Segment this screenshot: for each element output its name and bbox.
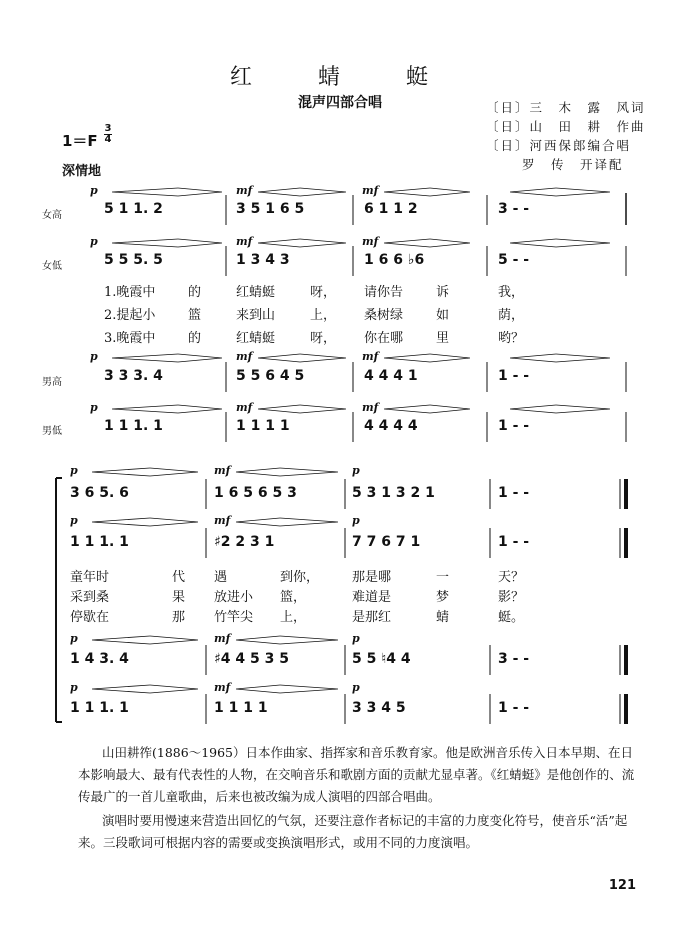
crescendo-hairpin <box>92 636 150 644</box>
crescendo-hairpin <box>384 354 430 362</box>
decrescendo-hairpin <box>556 239 610 247</box>
lyric-word: 那是哪 <box>352 570 392 585</box>
decrescendo-hairpin <box>280 468 338 476</box>
dynamic-mf: mf <box>214 681 231 694</box>
measure-notes: 3 5 1 6 5 <box>236 201 305 217</box>
lyric-word: 篮 <box>188 308 202 323</box>
dynamic-mf: mf <box>362 401 379 414</box>
dynamic-p: p <box>90 401 98 414</box>
dynamic-p: p <box>352 681 360 694</box>
lyric-word: 桑树绿 <box>364 308 404 323</box>
decrescendo-hairpin <box>150 636 198 644</box>
measure-notes: 1 1 1. 1 <box>70 700 129 716</box>
measure-notes: ♯4 4 5 3 5 <box>214 651 289 667</box>
lyric-word: 那 <box>172 610 186 625</box>
dynamic-p: p <box>70 632 78 645</box>
measure-notes: 1 6 5 6 5 3 <box>214 485 297 501</box>
decrescendo-hairpin <box>430 354 470 362</box>
lyric-word: 代 <box>172 570 186 585</box>
time-signature-upper: 3 <box>104 123 112 134</box>
decrescendo-hairpin <box>430 188 470 196</box>
lyric-word: 2.提起小 <box>104 308 156 323</box>
lyric-word: 的 <box>188 285 202 300</box>
measure-notes: 3 3 3. 4 <box>104 368 163 384</box>
crescendo-hairpin <box>236 468 280 476</box>
lyric-word: 上， <box>310 308 337 323</box>
crescendo-hairpin <box>112 188 178 196</box>
measure-notes: 1 6 6 ♭6 <box>364 252 425 268</box>
page-number: 121 <box>608 878 636 893</box>
lyric-word: 蜓。 <box>498 610 525 625</box>
measure-notes: 1 - - <box>498 418 530 434</box>
measure-notes: 1 4 3. 4 <box>70 651 129 667</box>
lyric-word: 篮， <box>280 590 307 605</box>
dynamic-mf: mf <box>236 235 253 248</box>
measure-notes: 3 - - <box>498 201 530 217</box>
measure-notes: 3 - - <box>498 651 530 667</box>
crescendo-hairpin <box>92 685 150 693</box>
decrescendo-hairpin <box>300 405 346 413</box>
lyric-word: 的 <box>188 331 202 346</box>
lyric-word: 梦 <box>436 590 450 605</box>
dynamic-mf: mf <box>236 184 253 197</box>
lyric-word: 荫， <box>498 308 525 323</box>
dynamic-p: p <box>90 235 98 248</box>
dynamic-mf: mf <box>214 464 231 477</box>
decrescendo-hairpin <box>300 354 346 362</box>
decrescendo-hairpin <box>178 405 222 413</box>
part-label-alto: 女低 <box>42 261 62 272</box>
measure-notes: 4 4 4 4 <box>364 418 418 434</box>
lyric-word: 蜻 <box>436 610 450 625</box>
lyric-word: 放进小 <box>214 590 254 605</box>
lyric-word: 来到山 <box>236 308 276 323</box>
lyric-word: 3.晚霞中 <box>104 331 156 346</box>
lyric-word: 请你告 <box>364 285 404 300</box>
crescendo-hairpin <box>258 405 300 413</box>
crescendo-hairpin <box>112 239 178 247</box>
measure-notes: 4 4 4 1 <box>364 368 418 384</box>
key-signature: 1＝F <box>62 132 98 150</box>
crescendo-hairpin <box>384 405 430 413</box>
lyric-word: 到你， <box>280 570 320 585</box>
lyric-word: 我， <box>498 285 525 300</box>
decrescendo-hairpin <box>280 518 338 526</box>
crescendo-hairpin <box>92 468 150 476</box>
dynamic-mf: mf <box>236 401 253 414</box>
decrescendo-hairpin <box>556 354 610 362</box>
part-label-tenor: 男高 <box>42 377 62 388</box>
decrescendo-hairpin <box>150 468 198 476</box>
measure-notes: 5 3 1 3 2 1 <box>352 485 435 501</box>
measure-notes: 3 6 5. 6 <box>70 485 129 501</box>
crescendo-hairpin <box>510 354 556 362</box>
song-subtitle: 混声四部合唱 <box>298 95 382 111</box>
dynamic-p: p <box>352 632 360 645</box>
decrescendo-hairpin <box>556 188 610 196</box>
lyric-word: 影？ <box>498 590 525 605</box>
dynamic-p: p <box>70 514 78 527</box>
crescendo-hairpin <box>112 405 178 413</box>
decrescendo-hairpin <box>178 188 222 196</box>
measure-notes: 5 - - <box>498 252 530 268</box>
credit-arranger: 〔日〕河西保郎编合唱 <box>486 138 632 153</box>
credit-composer: 〔日〕山 田 耕 作曲 <box>486 119 646 134</box>
part-label-bass: 男低 <box>42 426 62 437</box>
lyric-word: 童年时 <box>70 570 110 585</box>
crescendo-hairpin <box>258 239 300 247</box>
crescendo-hairpin <box>510 188 556 196</box>
decrescendo-hairpin <box>150 518 198 526</box>
crescendo-hairpin <box>258 188 300 196</box>
measure-notes: 1 - - <box>498 485 530 501</box>
lyric-word: 上， <box>280 610 307 625</box>
paragraph-performance-notes-text: 演唱时要用慢速来营造出回忆的气氛，还要注意作者标记的丰富的力度变化符号，使音乐“活”起来。三段歌词可根据内容的需要或变换演唱形式，或用不同的力度演唱。 <box>78 813 628 850</box>
crescendo-hairpin <box>92 518 150 526</box>
dynamic-p: p <box>70 681 78 694</box>
lyric-word: 停歇在 <box>70 610 110 625</box>
measure-notes: 1 3 4 3 <box>236 252 290 268</box>
lyric-word: 呀， <box>310 285 337 300</box>
decrescendo-hairpin <box>280 685 338 693</box>
crescendo-hairpin <box>236 636 280 644</box>
dynamic-mf: mf <box>214 632 231 645</box>
dynamic-mf: mf <box>362 235 379 248</box>
lyric-word: 你在哪 <box>364 331 404 346</box>
decrescendo-hairpin <box>430 239 470 247</box>
measure-notes: 1 1 1 1 <box>214 700 268 716</box>
part-label-soprano: 女高 <box>42 210 62 221</box>
measure-notes: 5 5 5. 5 <box>104 252 163 268</box>
decrescendo-hairpin <box>280 636 338 644</box>
lyric-word: 是那红 <box>352 610 392 625</box>
decrescendo-hairpin <box>178 239 222 247</box>
measure-notes: 5 1 1. 2 <box>104 201 163 217</box>
time-signature-lower: 4 <box>104 134 112 145</box>
measure-notes: 7 7 6 7 1 <box>352 534 421 550</box>
paragraph-performance-notes <box>78 810 638 854</box>
tempo-marking: 深情地 <box>62 164 102 179</box>
dynamic-mf: mf <box>214 514 231 527</box>
measure-notes: ♯2 2 3 1 <box>214 534 275 550</box>
lyric-word: 哟？ <box>498 331 525 346</box>
lyric-word: 难道是 <box>352 590 392 605</box>
lyric-word: 1.晚霞中 <box>104 285 156 300</box>
lyric-word: 一 <box>436 570 450 585</box>
lyric-word: 红蜻蜓 <box>236 285 276 300</box>
lyric-word: 里 <box>436 331 450 346</box>
paragraph-composer-bio-text: 山田耕筰(1886～1965）日本作曲家、指挥家和音乐教育家。他是欧洲音乐传入日本早期、在日本影响最大、最有代表性的人物，在交响音乐和歌剧方面的贡献尤显卓著。《红蜻蜓》是他创作的、流传最广的一首儿童歌曲，后来也被改编为成人演唱的四部合唱曲。 <box>78 745 635 804</box>
dynamic-p: p <box>90 350 98 363</box>
measure-notes: 3 3 4 5 <box>352 700 406 716</box>
dynamic-p: p <box>352 464 360 477</box>
measure-notes: 1 1 1. 1 <box>70 534 129 550</box>
decrescendo-hairpin <box>178 354 222 362</box>
dynamic-mf: mf <box>236 350 253 363</box>
measure-notes: 6 1 1 2 <box>364 201 418 217</box>
dynamic-mf: mf <box>362 350 379 363</box>
measure-notes: 5 5 6 4 5 <box>236 368 305 384</box>
lyric-word: 诉 <box>436 285 450 300</box>
decrescendo-hairpin <box>430 405 470 413</box>
lyric-word: 如 <box>436 308 450 323</box>
measure-notes: 1 - - <box>498 700 530 716</box>
crescendo-hairpin <box>258 354 300 362</box>
decrescendo-hairpin <box>150 685 198 693</box>
credit-translator: 罗 传 开译配 <box>522 157 624 172</box>
lyric-word: 竹竿尖 <box>214 610 254 625</box>
lyric-word: 呀， <box>310 331 337 346</box>
crescendo-hairpin <box>510 405 556 413</box>
dynamic-mf: mf <box>362 184 379 197</box>
crescendo-hairpin <box>236 685 280 693</box>
lyric-word: 红蜻蜓 <box>236 331 276 346</box>
crescendo-hairpin <box>384 239 430 247</box>
lyric-word: 天？ <box>498 570 525 585</box>
measure-notes: 1 - - <box>498 368 530 384</box>
crescendo-hairpin <box>384 188 430 196</box>
crescendo-hairpin <box>112 354 178 362</box>
measure-notes: 1 1 1. 1 <box>104 418 163 434</box>
measure-notes: 1 - - <box>498 534 530 550</box>
decrescendo-hairpin <box>556 405 610 413</box>
decrescendo-hairpin <box>300 239 346 247</box>
measure-notes: 1 1 1 1 <box>236 418 290 434</box>
measure-notes: 5 5 ♮4 4 <box>352 651 411 667</box>
lyric-word: 遇 <box>214 570 228 585</box>
dynamic-p: p <box>70 464 78 477</box>
crescendo-hairpin <box>236 518 280 526</box>
lyric-word: 果 <box>172 590 186 605</box>
song-title: 红 蜻 蜓 <box>229 65 450 90</box>
decrescendo-hairpin <box>300 188 346 196</box>
crescendo-hairpin <box>510 239 556 247</box>
credit-lyricist: 〔日〕三 木 露 风词 <box>486 100 646 115</box>
lyric-word: 采到桑 <box>70 590 110 605</box>
dynamic-p: p <box>90 184 98 197</box>
dynamic-p: p <box>352 514 360 527</box>
paragraph-composer-bio <box>78 742 638 808</box>
